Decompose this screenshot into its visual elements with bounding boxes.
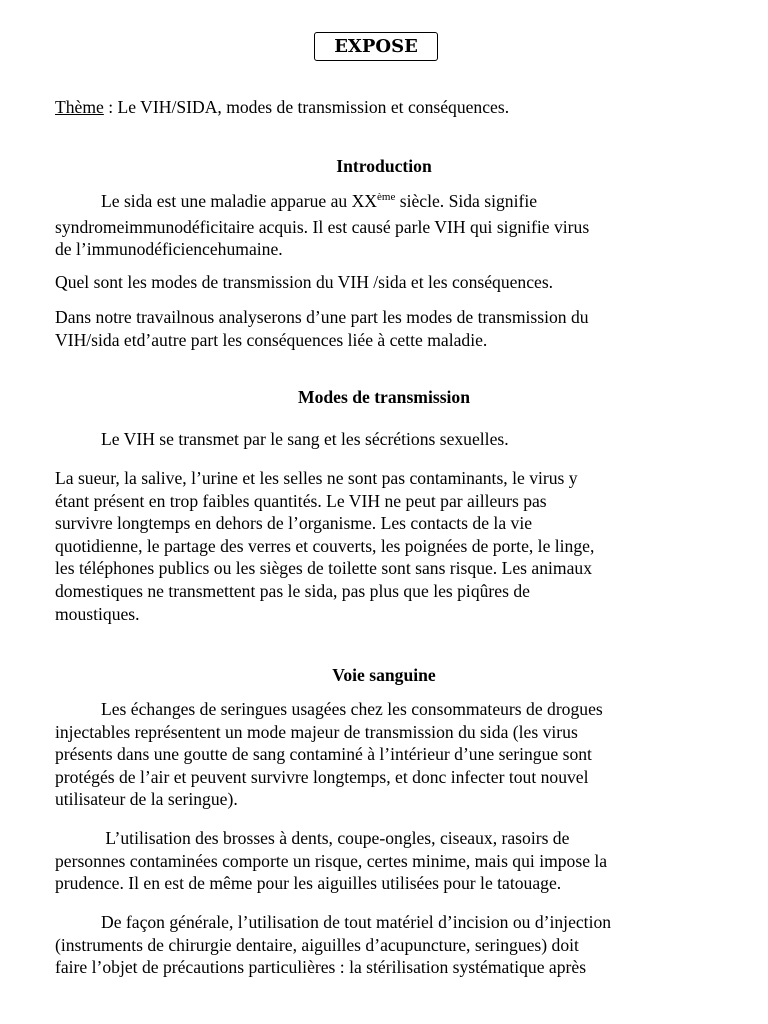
- modes-p2-line: domestiques ne transmettent pas le sida, pas plus que les piqûres de: [55, 580, 530, 601]
- modes-heading: Modes de transmission: [297, 387, 471, 407]
- voie-paragraph-3: [55, 911, 715, 979]
- voie-p1-line: utilisateur de la seringue).: [55, 789, 238, 810]
- voie-p2-line: L’utilisation des brosses à dents, coupe-ongles, ciseaux, rasoirs de: [101, 828, 570, 848]
- document-title: EXPOSE: [314, 32, 438, 61]
- theme-separator: :: [103, 97, 118, 117]
- theme-label: Thème: [55, 97, 104, 117]
- modes-p2-line: les téléphones publics ou les sièges de toilette sont sans risque. Les animaux: [55, 558, 592, 579]
- modes-p2-line: étant présent en trop faibles quantités. Le VIH ne peut par ailleurs pas: [55, 490, 547, 511]
- voie-p3-line: De façon générale, l’utilisation de tout matériel d’incision ou d’injection: [101, 912, 612, 932]
- introduction-heading: Introduction: [336, 156, 432, 176]
- voie-p3-line: (instruments de chirurgie dentaire, aiguilles d’acupuncture, seringues) doit: [55, 934, 579, 955]
- voie-heading: Voie sanguine: [332, 665, 436, 685]
- introduction-paragraph-3: [55, 306, 715, 351]
- modes-p2-line: moustiques.: [55, 603, 140, 624]
- voie-p2-line: prudence. Il en est de même pour les aiguilles utilisées pour le tatouage.: [55, 873, 562, 894]
- intro-p1-line-3: de l’immunodéficiencehumaine.: [55, 239, 283, 260]
- voie-paragraph-2: [55, 827, 715, 895]
- intro-p1-line-2: syndromeimmunodéficitaire acquis. Il est causé parle VIH qui signifie virus: [55, 216, 590, 237]
- voie-p1-line: injectables représentent un mode majeur de transmission du sida (les virus: [55, 721, 578, 742]
- voie-p1-line: protégés de l’air et peuvent survivre longtemps, et donc infecter tout nouvel: [55, 766, 589, 787]
- voie-paragraph-1: [55, 698, 715, 811]
- modes-p2-line: La sueur, la salive, l’urine et les selles ne sont pas contaminants, le virus y: [55, 468, 578, 488]
- voie-p3-line: faire l’objet de précautions particulières : la stérilisation systématique après: [55, 957, 587, 978]
- modes-p2-line: quotidienne, le partage des verres et couverts, les poignées de porte, le linge,: [55, 535, 595, 556]
- voie-p2-line: personnes contaminées comporte un risque, certes minime, mais qui impose la: [55, 850, 608, 871]
- intro-p1-line-1-start: Le sida est une maladie apparue au XX: [101, 191, 378, 211]
- intro-p1-line-1: [55, 190, 715, 216]
- modes-p1-line: Le VIH se transmet par le sang et les sécrétions sexuelles.: [101, 429, 509, 449]
- introduction-paragraph-1: [55, 190, 715, 261]
- introduction-paragraph-2: Quel sont les modes de transmission du VIH /sida et les conséquences.: [55, 272, 554, 292]
- voie-p1-line: Les échanges de seringues usagées chez les consommateurs de drogues: [101, 699, 603, 719]
- theme-line: [55, 96, 715, 119]
- modes-paragraph-2: [55, 467, 715, 625]
- modes-paragraph-1: [55, 428, 715, 451]
- theme-text: Le VIH/SIDA, modes de transmission et conséquences.: [117, 97, 510, 117]
- intro-p1-line-1-end: siècle. Sida signifie: [395, 191, 538, 211]
- voie-p1-line: présents dans une goutte de sang contaminé à l’intérieur d’une seringue sont: [55, 744, 592, 765]
- modes-p2-line: survivre longtemps en dehors de l’organisme. Les contacts de la vie: [55, 513, 533, 534]
- intro-p3-line-2: VIH/sida etd’autre part les conséquences liée à cette maladie.: [55, 329, 488, 350]
- intro-p3-line-1: Dans notre travailnous analyserons d’une part les modes de transmission du: [55, 307, 589, 327]
- century-superscript: ème: [377, 191, 396, 203]
